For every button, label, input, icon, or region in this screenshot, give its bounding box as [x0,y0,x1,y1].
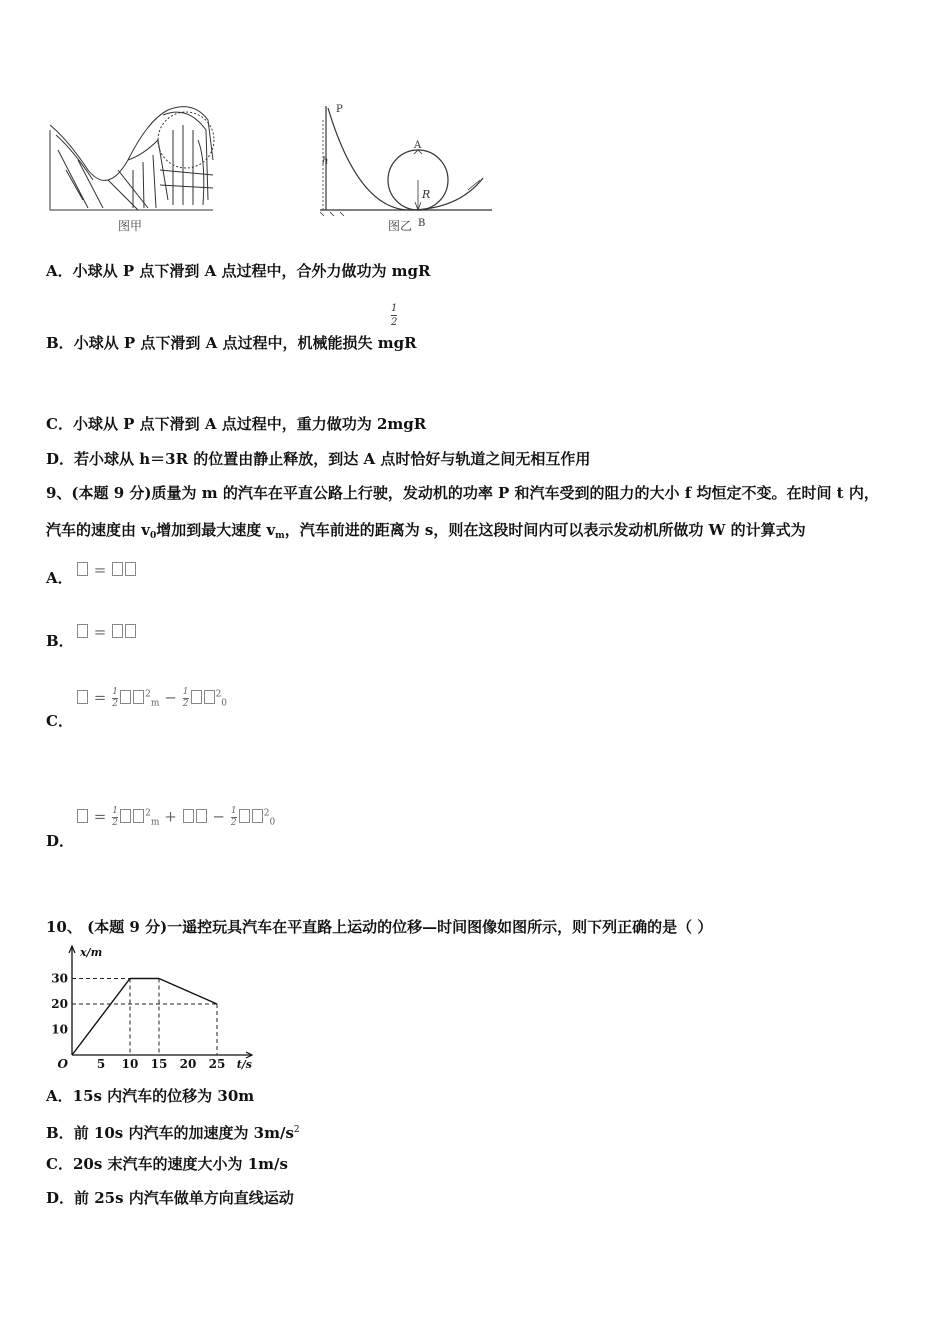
q8-option-c: C．小球从 P 点下滑到 A 点过程中，重力做功为 2mgR [46,415,427,433]
chart-x-tick-label: 5 [96,1057,106,1071]
chart-y-tick-label: 10 [51,1022,68,1037]
chart-series-segment [159,979,217,1005]
figure-yi-label-a: A [414,140,422,151]
chart-x-tick-label: 10 [121,1057,139,1071]
q8-option-b: B．小球从 P 点下滑到 A 点过程中，机械能损失 mgR [46,334,417,352]
chart-origin-label: O [57,1057,68,1071]
q10-stem: 10、 (本题 9 分)一遥控玩具汽车在平直路上运动的位移—时间图像如图所示，则下列正确的是（ ） [46,918,713,936]
q8-option-a: A．小球从 P 点下滑到 A 点过程中，合外力做功为 mgR [46,262,431,280]
q9-option-d-label: D． [46,832,75,850]
q10-option-d: D．前 25s 内汽车做单方向直线运动 [46,1189,294,1207]
q8-option-d: D．若小球从 h＝3R 的位置由静止释放，到达 A 点时恰好与轨道之间无相互作用 [46,450,591,468]
q10-option-c: C．20s 末汽车的速度大小为 1m/s [46,1155,288,1173]
chart-y-axis-label: x/m [80,946,103,959]
q10-xt-chart [46,942,256,1074]
chart-x-tick-label: 15 [150,1057,168,1071]
q8-option-b-fraction: 1 2 [391,303,398,328]
figure-yi-label-r: R [422,188,431,201]
figure-yi-label-p: P [336,104,343,115]
q9-option-c-label: C． [46,712,73,730]
chart-x-tick-label: 20 [179,1057,197,1071]
chart-series-segment [72,979,130,1056]
q10-option-a: A．15s 内汽车的位移为 30m [46,1087,255,1105]
q9-option-b-formula: = [76,623,137,641]
q9-option-d-formula: = $\frac{1}{2} ^2_m$ + − $\frac{1}{2} ^2_0$ [76,807,275,828]
q9-stem-line1: 9、(本题 9 分)质量为 m 的汽车在平直公路上行驶，发动机的功率 P 和汽车受到的阻力的大小 f 均恒定不变。在时间 t 内， [46,484,879,502]
q9-option-a-formula: = [76,561,137,579]
figure-yi-caption: 图乙 [388,219,413,233]
chart-x-axis-label: t/s [236,1058,252,1071]
q9-option-b-label: B． [46,632,74,650]
figure-yi-label-b: B [418,218,426,229]
chart-x-tick-label: 25 [208,1057,226,1071]
chart-y-tick-label: 30 [51,971,68,986]
chart-y-tick-label: 20 [51,997,68,1011]
figure-yi-label-h: h [322,156,329,167]
figure-jia-caption: 图甲 [118,219,143,233]
q10-option-b: B．前 10s 内汽车的加速度为 $3m/s^2$ [46,1124,300,1142]
q9-stem-line2: 汽车的速度由 $v_0$增加到最大速度 $v_m$，汽车前进的距离为 s，则在这段时间内可以表示发动机所做功 W 的计算式为 [46,521,806,541]
q9-option-c-formula: = $\frac{1}{2} ^2_m - \frac{1}{2} ^2_0$ [76,688,227,709]
figure-jia [48,100,216,214]
q9-option-a-label: A． [46,569,73,587]
